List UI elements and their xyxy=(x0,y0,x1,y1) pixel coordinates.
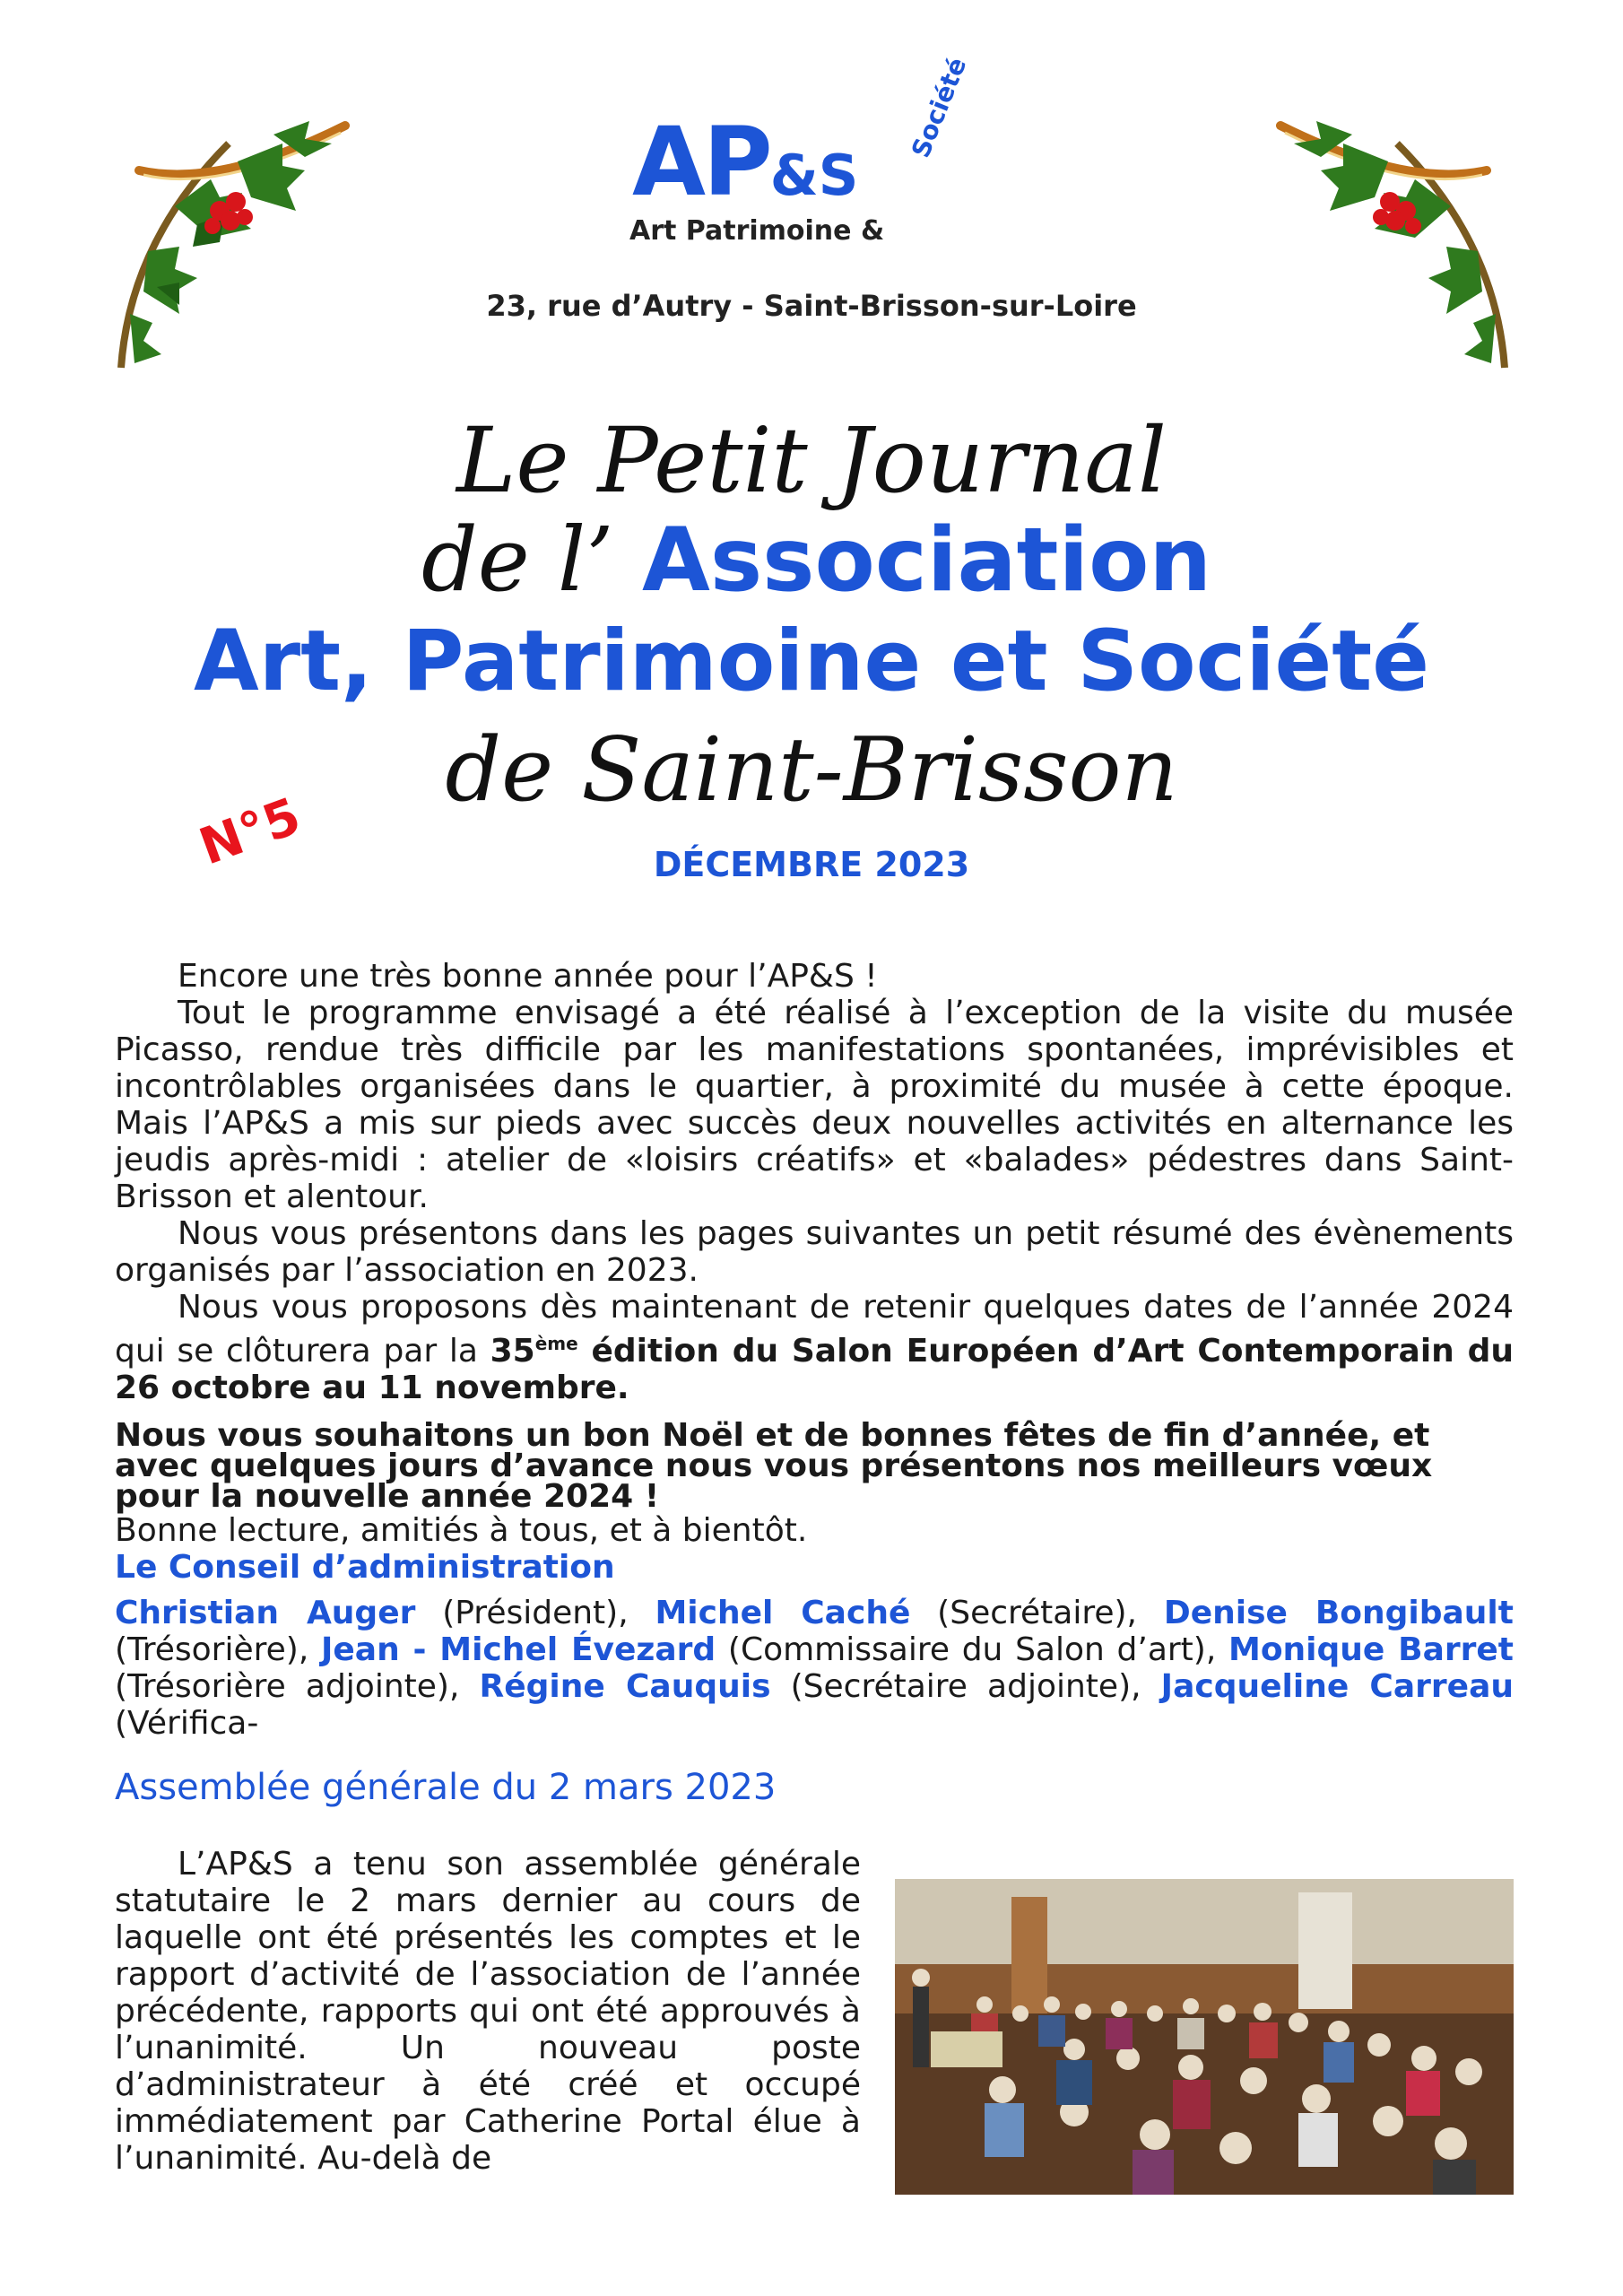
board-member-name: Christian Auger xyxy=(115,1595,416,1631)
logo-amp-text: &S xyxy=(769,143,859,208)
section-text xyxy=(115,1846,861,2177)
holly-decoration-right xyxy=(1271,108,1514,377)
wishes-text: Nous vous souhaitons un bon Noël et de bonnes fêtes de fin d’année, et avec quelques jours d’avance nous vous présentons nos meilleurs vœux pour la nouvelle année 2024 ! xyxy=(115,1417,1433,1515)
board-member-role: (Trésorière), xyxy=(115,1631,321,1668)
board-member-role: (Vérifica- xyxy=(115,1705,259,1742)
assembly-photo xyxy=(895,1879,1514,2195)
board-member-name: Régine Cauquis xyxy=(479,1668,771,1705)
intro-paragraph-2: Tout le programme envisagé a été réalisé à l’exception de la visite du musée Picasso, rendue très difficile par les manifestations spontanées, imprévisibles et incontrôlables organisées dans le quartier, à proximité du musée à cette époque. Mais l’AP&S a mis sur pieds avec succès deux nouvelles activités en alternance les jeudis après-midi : atelier de «loisirs créatifs» et «balades» pédestres dans Saint-Brisson et alentour. xyxy=(115,995,1514,1215)
address: 23, rue d’Autry - Saint-Brisson-sur-Loire xyxy=(486,289,1137,323)
title-line-1: Le Petit Journal xyxy=(456,408,1167,513)
board-member-name: Jean - Michel Évezard xyxy=(321,1631,716,1668)
title-line-2-bold: Association xyxy=(642,509,1212,612)
intro-paragraph-3: Nous vous présentons dans les pages suivantes un petit résumé des évènements organisés par l’association en 2023. xyxy=(115,1215,1514,1289)
title-line-3: Art, Patrimoine et Société xyxy=(193,613,1429,710)
board-member-role: (Secrétaire adjointe), xyxy=(770,1668,1161,1705)
title-line-4: de Saint-Brisson xyxy=(445,719,1178,822)
logo-main-text: AP xyxy=(632,107,770,217)
intro-paragraph-4-bold: édition du Salon Européen d’Art Contemporain du 26 octobre au 11 novembre. xyxy=(115,1333,1514,1406)
section-heading: Assemblée générale du 2 mars 2023 xyxy=(115,1767,777,1808)
board-member-name: Monique Barret xyxy=(1228,1631,1515,1668)
board-member-role: (Trésorière adjointe), xyxy=(115,1668,480,1705)
board-member-role: (Secrétaire), xyxy=(910,1595,1164,1631)
logo xyxy=(632,107,859,217)
edition-suffix: ème xyxy=(534,1333,578,1354)
board-member-role: (Président), xyxy=(415,1595,655,1631)
logo-subtitle: Art Patrimoine & xyxy=(629,215,885,247)
issue-date: DÉCEMBRE 2023 xyxy=(653,845,970,884)
board-member-name: Jacqueline Carreau xyxy=(1160,1668,1514,1705)
board-member-role: (Commissaire du Salon d’art), xyxy=(716,1631,1228,1668)
board-title: Le Conseil d’administration xyxy=(115,1549,615,1586)
intro-paragraph-4-start: Nous vous proposons dès maintenant de retenir quelques dates de l’année 2024 qui se clôturera par la xyxy=(115,1289,1514,1370)
board-list xyxy=(115,1595,1514,1742)
closing-text: Bonne lecture, amitiés à tous, et à bientôt. xyxy=(115,1512,808,1549)
intro-paragraph-1: Encore une très bonne année pour l’AP&S ! xyxy=(178,958,878,995)
intro-text xyxy=(115,958,1514,1742)
edition-number: 35 xyxy=(490,1333,535,1370)
board-member-name: Denise Bongibault xyxy=(1163,1595,1514,1631)
title-line-2-script: de l’ xyxy=(421,509,614,612)
section-paragraph: L’AP&S a tenu son assemblée générale statutaire le 2 mars dernier au cours de laquelle ont été présentés les comptes et le rapport d’activité de l’association de l’année précédente, rapports qui ont été approuvés à l’unanimité. Un nouveau poste d’administrateur à été créé et occupé immédiatement par Catherine Portal élue à l’unanimité. Au-delà de xyxy=(115,1846,861,2177)
logo-rotated-text: Société xyxy=(906,53,973,162)
holly-decoration-left xyxy=(112,108,354,377)
intro-paragraph-4 xyxy=(115,1289,1514,1406)
issue-number: N°5 xyxy=(192,787,308,877)
board-member-name: Michel Caché xyxy=(655,1595,911,1631)
